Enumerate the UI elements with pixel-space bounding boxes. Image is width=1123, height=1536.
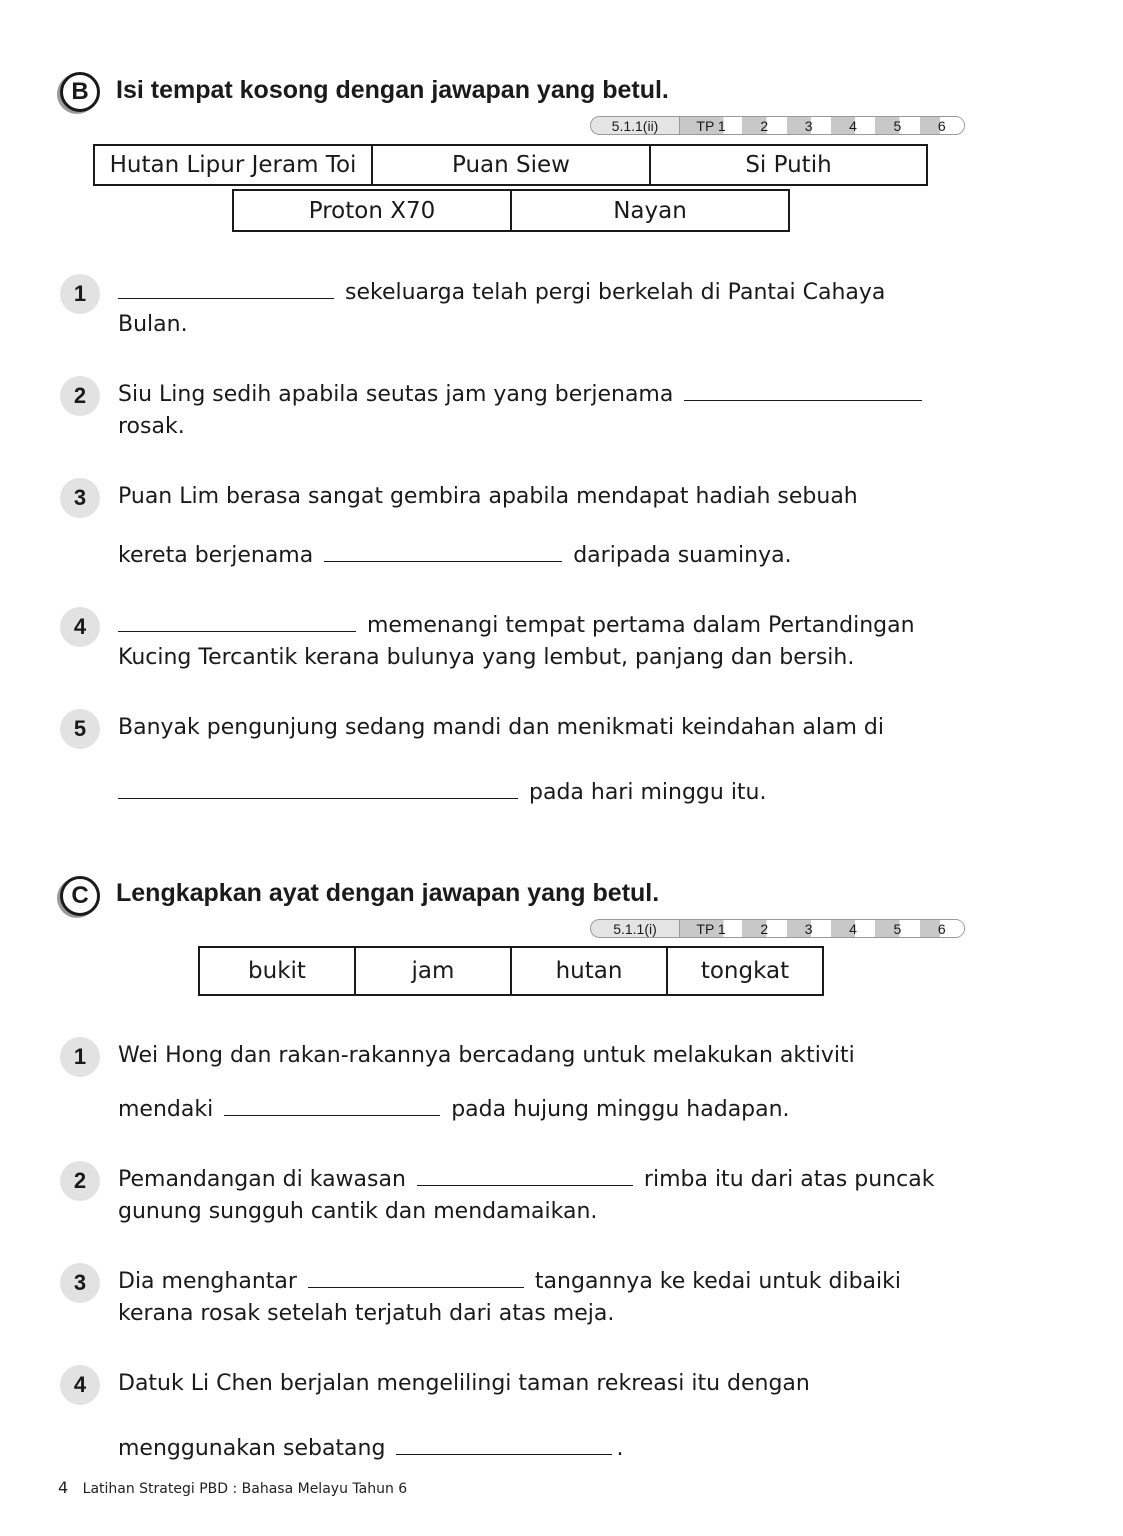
- question-text: Kucing Tercantik kerana bulunya yang lembut, panjang dan bersih.: [118, 645, 855, 670]
- section-b-letter: B: [71, 78, 89, 105]
- word-box: Proton X70: [232, 189, 512, 232]
- answer-blank[interactable]: [308, 1267, 524, 1288]
- question-text: Bulan.: [118, 312, 188, 337]
- answer-blank[interactable]: [417, 1165, 633, 1186]
- word-box-row: [198, 946, 824, 996]
- answer-blank[interactable]: [224, 1095, 440, 1116]
- tp-levels: [679, 116, 965, 135]
- word-box: Puan Siew: [371, 144, 651, 186]
- section-c-title: Lengkapkan ayat dengan jawapan yang betul.: [116, 879, 660, 907]
- question-text: pada hujung minggu hadapan.: [451, 1097, 790, 1122]
- word-box: Hutan Lipur Jeram Toi: [93, 144, 373, 186]
- question-text: mendaki: [118, 1097, 214, 1122]
- question-text: Datuk Li Chen berjalan mengelilingi taman rekreasi itu dengan: [118, 1371, 810, 1396]
- question-text: kereta berjenama: [118, 543, 314, 568]
- word-box-row-2: [232, 189, 790, 232]
- tp-level: 3: [787, 117, 831, 134]
- question-number: 2: [60, 1161, 100, 1201]
- page-number: 4: [58, 1478, 69, 1497]
- tp-level: 5: [875, 920, 919, 937]
- tp-level: TP 1: [680, 117, 742, 134]
- question-number: 1: [60, 1037, 100, 1077]
- tp-level: 6: [920, 117, 964, 134]
- section-c-tp-bar: [590, 919, 965, 938]
- page-footer: [58, 1478, 407, 1497]
- question-text: tangannya ke kedai untuk dibaiki: [534, 1269, 902, 1294]
- section-c-letter: C: [71, 882, 89, 909]
- question-number: 1: [60, 274, 100, 314]
- answer-blank[interactable]: [396, 1434, 612, 1455]
- answer-blank[interactable]: [684, 380, 922, 401]
- question-number: 4: [60, 1365, 100, 1405]
- question-text: .: [616, 1436, 624, 1461]
- question-text: Dia menghantar: [118, 1269, 297, 1294]
- question-text: pada hari minggu itu.: [529, 780, 767, 805]
- answer-blank[interactable]: [118, 278, 334, 299]
- question-line: [118, 379, 926, 411]
- question-line: [118, 610, 915, 642]
- question-text: Wei Hong dan rakan-rakannya bercadang untuk melakukan aktiviti: [118, 1043, 855, 1068]
- tp-code: 5.1.1(ii): [590, 116, 679, 135]
- tp-level: 2: [742, 920, 786, 937]
- question-text: daripada suaminya.: [573, 543, 792, 568]
- section-b-title: Isi tempat kosong dengan jawapan yang betul.: [116, 76, 669, 104]
- tp-level: 2: [742, 117, 786, 134]
- question-number: 4: [60, 607, 100, 647]
- tp-level: 3: [787, 920, 831, 937]
- question-text: menggunakan sebatang: [118, 1436, 386, 1461]
- word-box: hutan: [510, 946, 668, 996]
- question-number: 5: [60, 709, 100, 749]
- question-line: [118, 777, 767, 809]
- question-number: 2: [60, 376, 100, 416]
- tp-level: 6: [920, 920, 964, 937]
- tp-levels: [679, 919, 965, 938]
- word-box: jam: [354, 946, 512, 996]
- answer-blank[interactable]: [118, 778, 518, 799]
- word-box: tongkat: [666, 946, 824, 996]
- question-text: Puan Lim berasa sangat gembira apabila mendapat hadiah sebuah: [118, 484, 858, 509]
- question-line: [118, 540, 792, 572]
- question-line: [118, 1094, 790, 1126]
- question-number: 3: [60, 478, 100, 518]
- footer-text: Latihan Strategi PBD : Bahasa Melayu Tahun 6: [82, 1481, 408, 1497]
- question-text: Banyak pengunjung sedang mandi dan menikmati keindahan alam di: [118, 715, 884, 740]
- question-text: kerana rosak setelah terjatuh dari atas meja.: [118, 1301, 615, 1326]
- word-box: Nayan: [510, 189, 790, 232]
- question-number: 3: [60, 1263, 100, 1303]
- section-b-tp-bar: [590, 116, 965, 135]
- question-line: [118, 277, 885, 309]
- question-line: [118, 1164, 934, 1196]
- question-text: rosak.: [118, 414, 185, 439]
- tp-code: 5.1.1(i): [590, 919, 679, 938]
- word-box: Si Putih: [649, 144, 928, 186]
- question-text: rimba itu dari atas puncak: [643, 1167, 935, 1192]
- tp-level: TP 1: [680, 920, 742, 937]
- question-text: sekeluarga telah pergi berkelah di Pantai Cahaya: [345, 280, 886, 305]
- tp-level: 5: [875, 117, 919, 134]
- question-text: Pemandangan di kawasan: [118, 1167, 406, 1192]
- word-box: bukit: [198, 946, 356, 996]
- question-line: [118, 1433, 623, 1465]
- tp-level: 4: [831, 920, 875, 937]
- answer-blank[interactable]: [118, 611, 356, 632]
- question-text: gunung sungguh cantik dan mendamaikan.: [118, 1199, 598, 1224]
- section-c-badge: [60, 876, 100, 916]
- tp-level: 4: [831, 117, 875, 134]
- section-b-badge: [60, 72, 100, 112]
- question-text: Siu Ling sedih apabila seutas jam yang berjenama: [118, 382, 674, 407]
- question-text: memenangi tempat pertama dalam Pertandingan: [367, 613, 915, 638]
- word-box-row-1: [93, 144, 928, 186]
- question-line: [118, 1266, 901, 1298]
- answer-blank[interactable]: [324, 541, 562, 562]
